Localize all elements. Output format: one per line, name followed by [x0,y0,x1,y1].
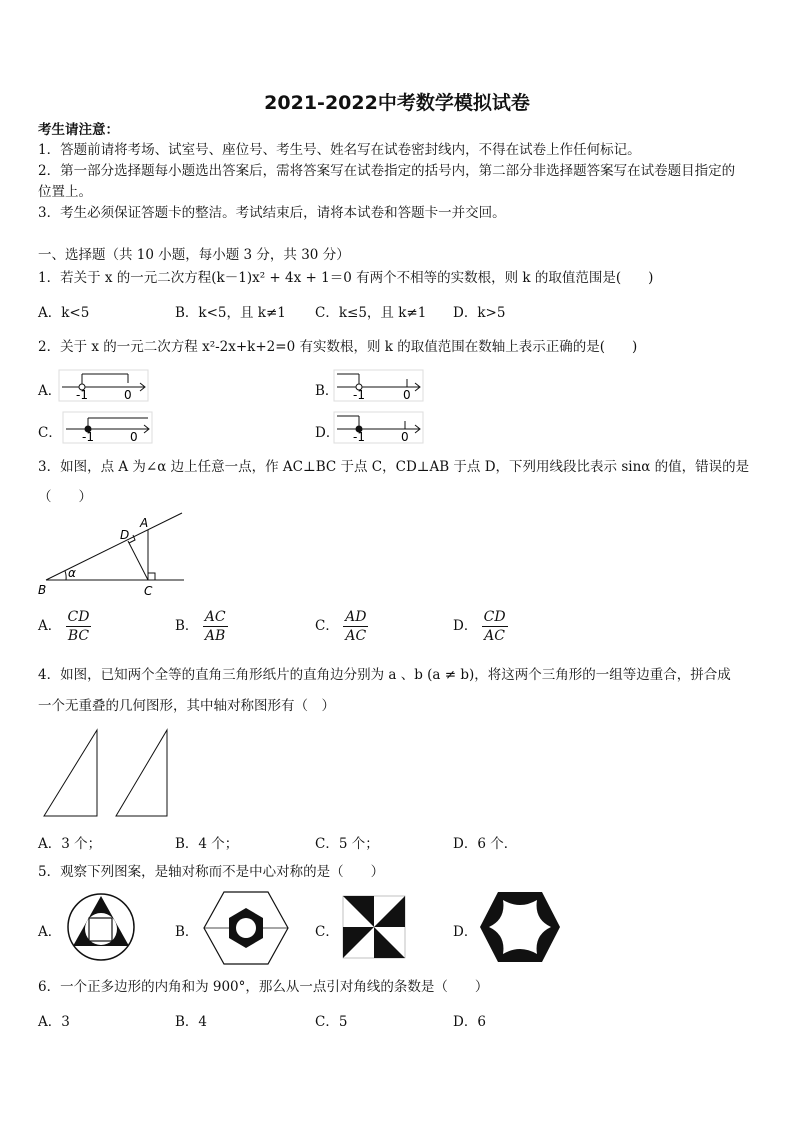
q4-option-b[interactable]: B．4 个； [175,836,239,852]
q4-option-a[interactable]: A．3 个； [38,836,102,852]
q4-stem-line2: 一个无重叠的几何图形，其中轴对称图形有（ ） [38,698,335,714]
q6-option-a[interactable]: A．3 [38,1014,70,1030]
q2-b-tick-zero: 0 [403,388,411,402]
q3-label-a: A [140,516,149,530]
notice-item-1: 1．答题前请将考场、试室号、座位号、考生号、姓名写在试卷密封线内，不得在试卷上作任何标记。 [38,142,641,158]
section-heading: 一、选择题（共 10 小题，每小题 3 分，共 30 分） [38,247,350,263]
q3-option-d[interactable] [453,608,508,645]
q3-option-a-label: A． [38,618,62,634]
q2-d-tick-zero: 0 [401,430,409,444]
q4-option-d[interactable]: D．6 个． [453,836,518,852]
q3-a-num: CD [67,609,90,625]
q3-c-den: AC [345,628,367,644]
q3-stem: 3．如图，点 A 为∠α 边上任意一点，作 AC⊥BC 于点 C，CD⊥AB 于点 D，下列用线段比表示 sinα 的值，错误的是 [38,459,750,475]
q1-option-c[interactable]: C．k≤5，且 k≠1 [315,305,427,321]
q5-stem: 5．观察下列图案，是轴对称而不是中心对称的是（ ） [38,864,385,880]
notice-heading: 考生请注意： [38,122,119,138]
q3-option-b[interactable] [175,608,228,645]
q2-c-tick-minus-one: -1 [82,430,94,444]
notice-item-2: 2．第一部分选择题每小题选出答案后，需将答案写在试卷指定的括号内，第二部分非选择题答案写在试卷题目指定的 [38,163,736,179]
q3-option-c-label: C． [315,618,339,634]
q1-option-d[interactable]: D．k>5 [453,305,506,321]
q2-number-line-b [333,369,425,403]
q2-option-a-label[interactable]: A． [38,383,62,399]
q6-option-c[interactable]: C．5 [315,1014,348,1030]
q3-option-b-label: B． [175,618,199,634]
q3-paren: （ ） [38,489,92,505]
q5-option-c-label[interactable]: C． [315,924,339,940]
q5-pattern-d-hexagon-star [478,888,562,966]
q2-c-tick-zero: 0 [130,430,138,444]
notice-item-3: 3．考生必须保证答题卡的整洁。考试结束后，请将本试卷和答题卡一并交回。 [38,205,506,221]
q6-stem: 6．一个正多边形的内角和为 900°，那么从一点引对角线的条数是（ ） [38,979,489,995]
q2-stem: 2．关于 x 的一元二次方程 x²-2x+k+2=0 有实数根，则 k 的取值范围在数轴上表示正确的是( ) [38,339,638,355]
q3-a-den: BC [67,628,90,644]
q3-b-den: AB [204,628,226,644]
q5-option-d-label[interactable]: D． [453,924,478,940]
q3-label-c: C [144,584,153,598]
q2-option-b-label[interactable]: B． [315,383,339,399]
notice-item-2-cont: 位置上。 [38,184,92,200]
q1-option-a[interactable]: A．k<5 [38,305,90,321]
q2-number-line-c [62,411,154,445]
q5-pattern-c-pinwheel [340,893,408,961]
q5-option-a-label[interactable]: A． [38,924,62,940]
page-title: 2021-2022中考数学模拟试卷 [264,92,530,114]
q2-number-line-a [58,369,150,403]
q1-option-b[interactable]: B．k<5，且 k≠1 [175,305,286,321]
q3-option-c[interactable] [315,608,368,645]
q2-option-c-label[interactable]: C． [38,425,62,441]
q2-b-tick-minus-one: -1 [353,388,365,402]
q2-option-d-label[interactable]: D． [315,425,340,441]
q3-label-alpha: α [68,566,76,580]
q3-triangle-figure [36,510,188,598]
q2-d-tick-minus-one: -1 [353,430,365,444]
q3-option-a[interactable] [38,608,91,645]
q4-two-triangles-figure [40,728,175,820]
q3-b-num: AC [204,609,226,625]
q2-a-tick-zero: 0 [124,388,132,402]
q5-pattern-b-hexagon [202,888,290,968]
q6-option-b[interactable]: B．4 [175,1014,208,1030]
q3-label-b: B [38,583,47,597]
q1-stem: 1．若关于 x 的一元二次方程(k－1)x² + 4x + 1＝0 有两个不相等的实数根，则 k 的取值范围是( ) [38,270,654,286]
q5-pattern-a-circle-triangle [62,888,140,966]
q3-c-num: AD [345,609,367,625]
q3-option-d-label: D． [453,618,478,634]
q6-option-d[interactable]: D．6 [453,1014,486,1030]
q2-a-tick-minus-one: -1 [76,388,88,402]
q4-option-c[interactable]: C．5 个； [315,836,379,852]
q3-d-den: AC [484,628,505,644]
q4-stem-line1: 4．如图，已知两个全等的直角三角形纸片的直角边分别为 a 、b (a ≠ b)，将这两个三角形的一组等边重合，拼合成 [38,667,731,683]
q3-d-num: CD [483,609,506,625]
q5-option-b-label[interactable]: B． [175,924,199,940]
q2-number-line-d [333,411,425,445]
q3-label-d: D [120,528,130,542]
